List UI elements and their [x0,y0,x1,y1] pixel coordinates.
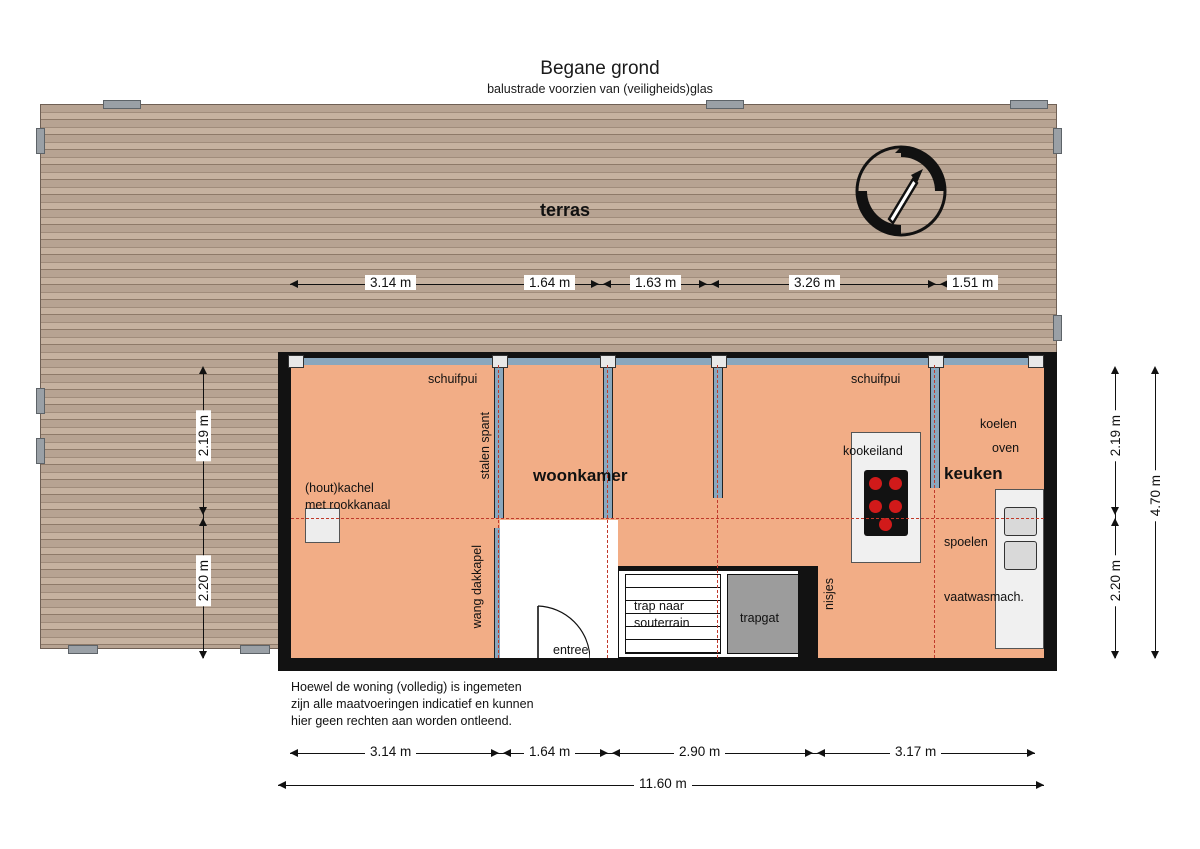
dim-arrow [290,280,298,288]
dim-right-2: 2.20 m [1108,555,1123,606]
dim-top-3: 1.63 m [630,275,681,290]
terrace-clip [103,100,141,109]
dim-arrow [1111,366,1119,374]
room-label-kitchen: keuken [944,464,1003,483]
dim-bottom-4: 3.17 m [890,744,941,759]
cooktop [864,470,908,536]
stair-treads [625,574,721,654]
label-oven: oven [992,441,1020,455]
sink-basin [1004,541,1037,570]
dim-dash-v [498,365,499,658]
dim-arrow [1151,366,1159,374]
disclaimer-line-1: Hoewel de woning (volledig) is ingemeten [291,680,522,694]
dim-dash-v [717,365,718,658]
label-cooling: koelen [980,417,1017,431]
dim-arrow [199,651,207,659]
stair-wall-top [618,566,818,571]
label-stairs-1: trap naar [634,599,685,613]
label-cooking-island: kookeiland [843,444,903,458]
terrace-clip [68,645,98,654]
dim-top-5: 1.51 m [947,275,998,290]
glass-partition [930,368,940,488]
dim-arrow [290,749,298,757]
window-mullion [600,355,616,368]
label-sliding-door-right: schuifpui [851,372,901,386]
dim-top-1: 3.14 m [365,275,416,290]
dim-arrow [1036,781,1044,789]
dim-right-total: 4.70 m [1148,470,1163,521]
dim-left-1: 2.19 m [196,410,211,461]
terrace-clip [1010,100,1048,109]
dim-arrow [928,280,936,288]
dim-left-2: 2.20 m [196,555,211,606]
glass-partition [603,368,613,518]
dim-bottom-3: 2.90 m [674,744,725,759]
label-stove-2: met rookkanaal [305,498,391,512]
stair-wall [798,570,818,658]
terrace-clip [240,645,270,654]
dim-top-4: 3.26 m [789,275,840,290]
dim-arrow [817,749,825,757]
dim-arrow [591,280,599,288]
wood-stove [305,508,340,543]
label-entree: entree [553,643,589,657]
room-label-terrace: terras [540,200,591,220]
dim-bottom-2: 1.64 m [524,744,575,759]
dim-arrow [600,749,608,757]
dim-arrow [199,507,207,515]
window-mullion [711,355,727,368]
dim-arrow [1027,749,1035,757]
page-title: Begane grond [540,58,660,79]
glass-partition [494,368,504,518]
label-stove-1: (hout)kachel [305,481,374,495]
page-subtitle: balustrade voorzien van (veiligheids)glas [487,82,713,96]
dim-arrow [491,749,499,757]
dim-arrow [278,781,286,789]
terrace-clip [1053,128,1062,154]
label-sliding-door-left: schuifpui [428,372,478,386]
dim-bottom-1: 3.14 m [365,744,416,759]
label-dormer-cheek: wang dakkapel [470,545,484,629]
dim-arrow [1111,651,1119,659]
disclaimer-line-3: hier geen rechten aan worden ontleend. [291,714,512,728]
terrace-clip [706,100,744,109]
window-mullion [288,355,304,368]
compass-rose [851,141,951,241]
dim-arrow [1151,651,1159,659]
label-stairs-2: souterrain [634,616,690,630]
dim-right-1: 2.19 m [1108,410,1123,461]
dim-arrow [503,749,511,757]
label-sink: spoelen [944,535,988,549]
dim-dash-v [934,365,935,658]
terrace-clip [1053,315,1062,341]
sink-basin [1004,507,1037,536]
label-niches: nisjes [822,578,836,610]
dim-total-width: 11.60 m [634,776,692,791]
dim-arrow [699,280,707,288]
dim-arrow [711,280,719,288]
terrace-clip [36,438,45,464]
terrace-clip [36,388,45,414]
disclaimer-line-2: zijn alle maatvoeringen indicatief en kunnen [291,697,534,711]
dim-arrow [1111,518,1119,526]
label-steel-truss: stalen spant [478,412,492,480]
dim-top-2: 1.64 m [524,275,575,290]
dim-dash-h [291,518,1044,519]
label-dishwasher: vaatwasmach. [944,590,1024,604]
glass-partition [713,368,723,498]
label-stairwell: trapgat [740,611,779,625]
dim-arrow [199,518,207,526]
dim-dash-v [607,365,608,658]
terrace-clip [36,128,45,154]
kitchen-counter [995,489,1044,649]
disclaimer [291,679,534,730]
dim-arrow [199,366,207,374]
dim-arrow [805,749,813,757]
dim-arrow [1111,507,1119,515]
window-mullion [1028,355,1044,368]
room-label-living: woonkamer [533,466,628,485]
window-mullion [492,355,508,368]
dim-arrow [603,280,611,288]
dim-arrow [612,749,620,757]
window-mullion [928,355,944,368]
